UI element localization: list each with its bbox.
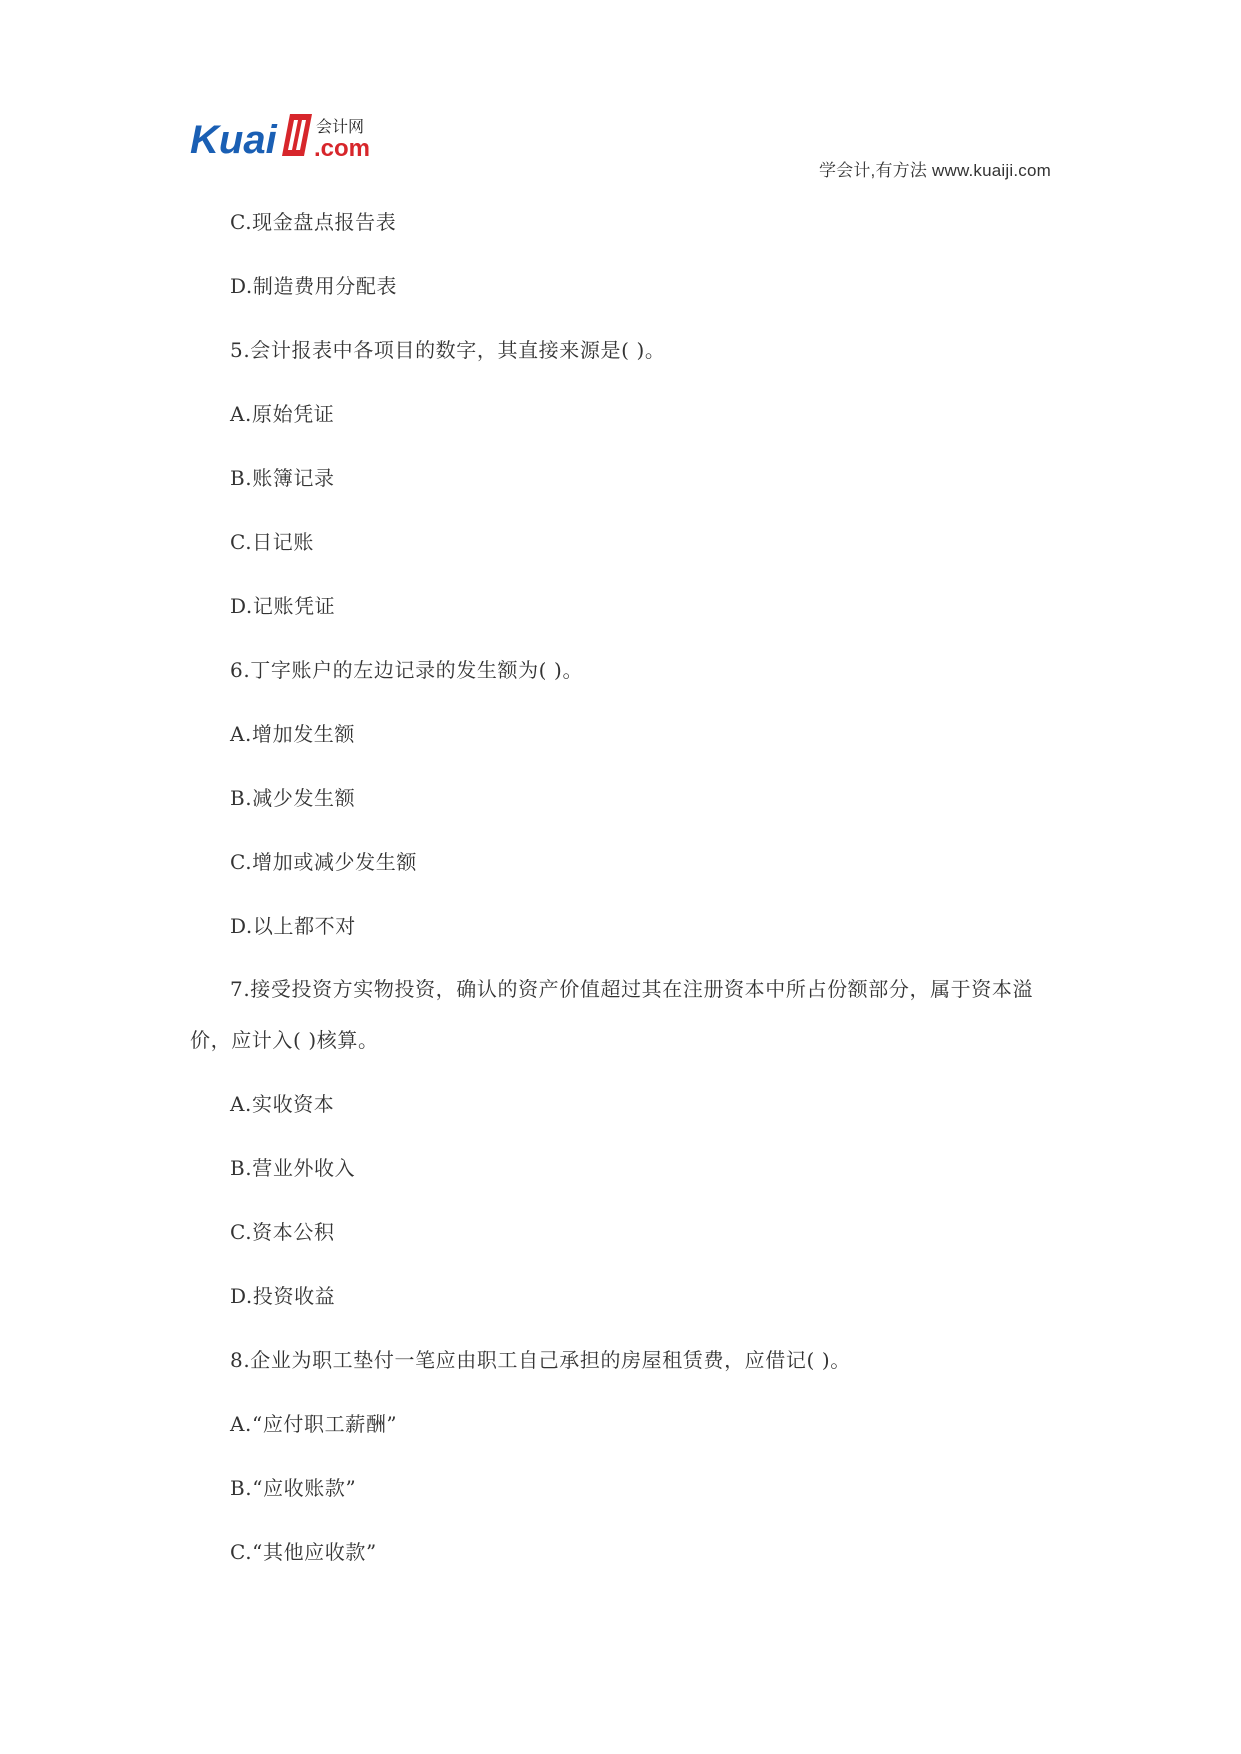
option-a-q5: A.原始凭证 xyxy=(230,402,335,426)
site-tagline[interactable]: 学会计,有方法 www.kuaiji.com xyxy=(818,161,1051,180)
option-c-q5: C.日记账 xyxy=(230,530,314,554)
option-a-q7: A.实收资本 xyxy=(230,1092,335,1116)
option-c-q4: C.现金盘点报告表 xyxy=(230,210,397,234)
kuaiji-logo-graphic xyxy=(190,106,400,164)
option-c-q7: C.资本公积 xyxy=(230,1220,335,1244)
option-c-q6: C.增加或减少发生额 xyxy=(230,850,417,874)
question-6: 6.丁字账户的左边记录的发生额为( )。 xyxy=(230,658,584,682)
option-a-q6: A.增加发生额 xyxy=(230,722,356,746)
option-c-q8: C.“其他应收款” xyxy=(230,1540,377,1564)
option-d-q6: D.以上都不对 xyxy=(230,914,356,938)
svg-text:.com: .com xyxy=(314,135,371,162)
option-b-q7: B.营业外收入 xyxy=(230,1156,356,1180)
option-d-q4: D.制造费用分配表 xyxy=(230,274,398,298)
option-d-q5: D.记账凭证 xyxy=(230,594,336,618)
svg-text:会计网: 会计网 xyxy=(316,117,365,136)
option-b-q5: B.账簿记录 xyxy=(230,466,335,490)
question-content xyxy=(190,206,1051,1600)
kuaiji-logo[interactable] xyxy=(190,106,400,164)
option-d-q7: D.投资收益 xyxy=(230,1284,336,1308)
svg-text:Kuai: Kuai xyxy=(190,118,277,162)
option-b-q6: B.减少发生额 xyxy=(230,786,356,810)
question-5: 5.会计报表中各项目的数字，其直接来源是( )。 xyxy=(230,338,666,362)
page-header xyxy=(0,0,1241,180)
option-b-q8: B.“应收账款” xyxy=(230,1476,357,1500)
question-7: 7.接受投资方实物投资，确认的资产价值超过其在注册资本中所占份额部分，属于资本溢价，应计入( )核算。 xyxy=(190,977,1034,1052)
question-8: 8.企业为职工垫付一笔应由职工自己承担的房屋租赁费，应借记( )。 xyxy=(230,1348,851,1372)
logo-ji-mark xyxy=(282,114,312,156)
option-a-q8: A.“应付职工薪酬” xyxy=(230,1412,398,1436)
